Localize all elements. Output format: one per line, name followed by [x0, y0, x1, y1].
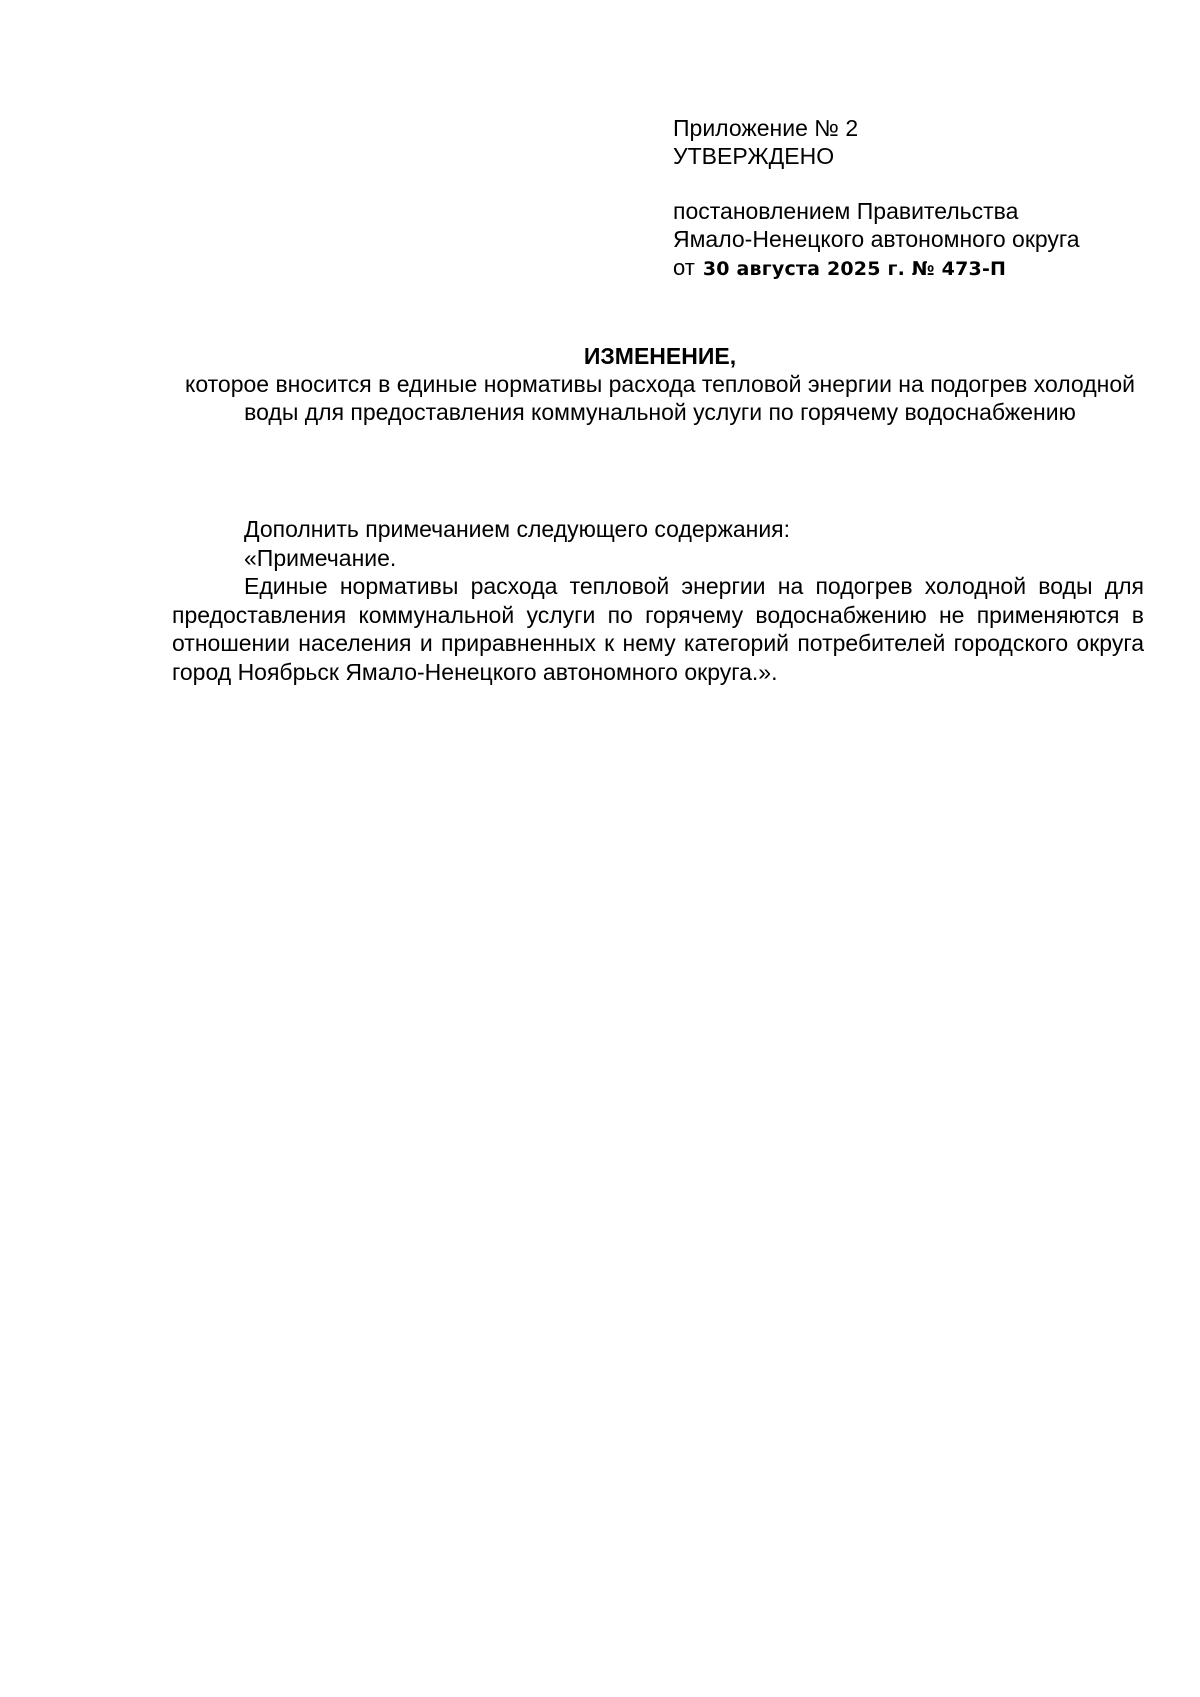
resolution-line-1: постановлением Правительства: [673, 198, 1019, 224]
intro-paragraph: Дополнить примечанием следующего содержания:: [244, 516, 791, 542]
resolution-line-2: Ямало-Ненецкого автономного округа: [673, 226, 1080, 252]
resolution-date-number: 30 августа 2025 г. № 473-П: [702, 258, 1007, 280]
heading-title: ИЗМЕНЕНИЕ,: [583, 343, 737, 369]
resolution-date-line: [673, 253, 1163, 283]
document-body: [172, 515, 1144, 686]
date-prefix: от: [673, 255, 695, 280]
document-heading: [172, 342, 1148, 426]
appendix-number: Приложение № 2: [673, 115, 859, 141]
approved-stamp-text: УТВЕРЖДЕНО: [673, 143, 835, 169]
note-paragraph: Единые нормативы расхода тепловой энергии на подогрев холодной воды для предоставления коммунальной услуги по горячему водоснабжению не применяются в отношении населения и приравненных к нему категорий потребителей городского округа город Ноябрьск Ямало-Ненецкого автономного округа.».: [172, 573, 1144, 685]
spacer: [673, 170, 1163, 197]
heading-subtitle: которое вносится в единые нормативы расхода тепловой энергии на подогрев холодной воды для предоставления коммунальной услуги по горячему водоснабжению: [185, 371, 1135, 425]
approval-block: [673, 114, 1163, 283]
note-label: «Примечание.: [244, 544, 397, 571]
